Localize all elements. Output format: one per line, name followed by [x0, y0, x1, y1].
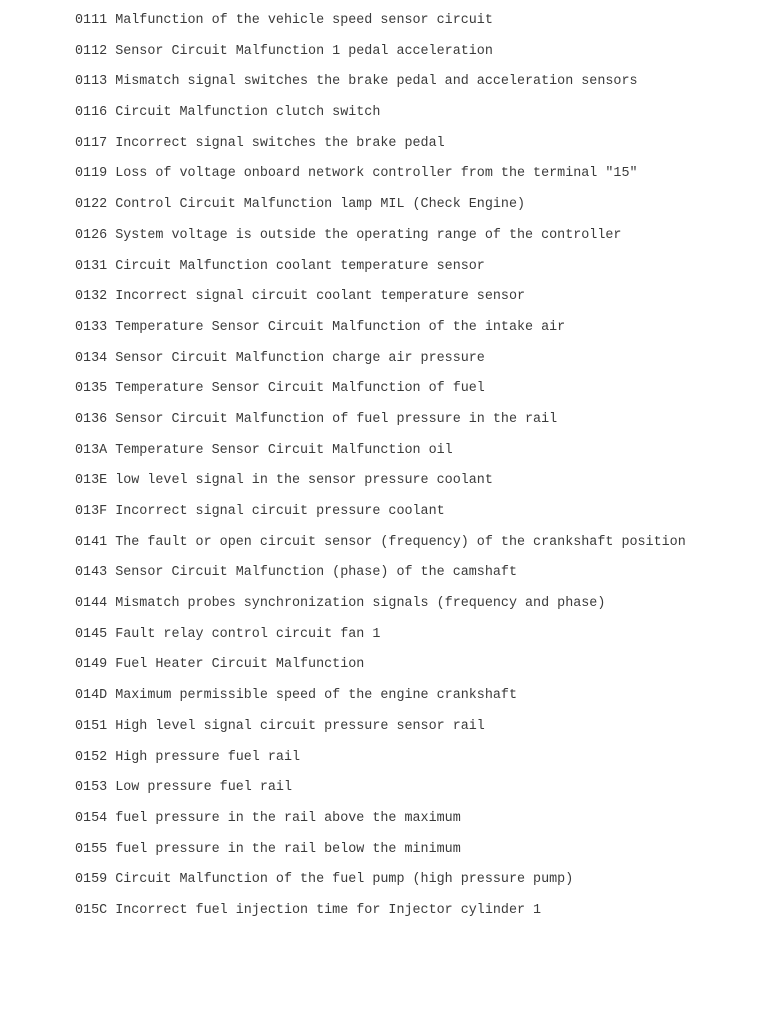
fault-description: Temperature Sensor Circuit Malfunction of the intake air	[115, 319, 566, 335]
fault-code-list	[75, 12, 755, 933]
fault-code: 0152	[75, 749, 108, 765]
fault-description: Loss of voltage onboard network controller from the terminal "15"	[115, 166, 638, 182]
fault-description: Temperature Sensor Circuit Malfunction oil	[115, 442, 453, 458]
list-item	[75, 902, 755, 933]
fault-description: fuel pressure in the rail above the maximum	[115, 810, 461, 826]
fault-code: 013E	[75, 473, 108, 489]
fault-description: Sensor Circuit Malfunction 1 pedal acceleration	[115, 43, 493, 59]
list-item	[75, 779, 755, 810]
list-item	[75, 104, 755, 135]
fault-description: Sensor Circuit Malfunction of fuel pressure in the rail	[115, 411, 558, 427]
fault-description: Control Circuit Malfunction lamp MIL (Check Engine)	[115, 197, 526, 213]
fault-code: 0145	[75, 626, 108, 642]
list-item	[75, 319, 755, 350]
list-item	[75, 43, 755, 74]
fault-description: Circuit Malfunction of the fuel pump (high pressure pump)	[115, 872, 574, 888]
list-item	[75, 687, 755, 718]
fault-description: Mismatch signal switches the brake pedal and acceleration sensors	[115, 74, 638, 90]
fault-description: Incorrect signal circuit pressure coolant	[115, 504, 445, 519]
fault-code: 0112	[75, 43, 108, 59]
list-item	[75, 380, 755, 411]
fault-code: 0136	[75, 411, 108, 427]
list-item	[75, 73, 755, 104]
list-item	[75, 442, 755, 473]
list-item	[75, 564, 755, 595]
fault-code: 0116	[75, 105, 108, 121]
fault-code: 013A	[75, 442, 108, 458]
fault-code: 0159	[75, 872, 108, 888]
fault-code: 013F	[75, 504, 108, 519]
fault-description: Fault relay control circuit fan 1	[115, 626, 381, 642]
fault-description: Circuit Malfunction clutch switch	[115, 105, 381, 121]
fault-code: 0119	[75, 166, 108, 182]
fault-description: Malfunction of the vehicle speed sensor circuit	[115, 13, 493, 28]
fault-description: fuel pressure in the rail below the minimum	[115, 841, 461, 857]
fault-description: Maximum permissible speed of the engine crankshaft	[115, 688, 517, 704]
list-item	[75, 288, 755, 319]
list-item	[75, 871, 755, 902]
list-item	[75, 749, 755, 780]
fault-description: Incorrect signal switches the brake pedal	[115, 135, 445, 151]
list-item	[75, 135, 755, 166]
fault-code: 0117	[75, 135, 108, 151]
fault-description: Circuit Malfunction coolant temperature sensor	[115, 258, 485, 274]
fault-description: Sensor Circuit Malfunction (phase) of the camshaft	[115, 565, 517, 581]
fault-description: Mismatch probes synchronization signals (frequency and phase)	[115, 596, 606, 612]
fault-code: 0131	[75, 258, 108, 274]
fault-description: Low pressure fuel rail	[115, 780, 292, 796]
fault-code: 0111	[75, 13, 108, 28]
fault-code: 014D	[75, 688, 108, 704]
list-item	[75, 472, 755, 503]
fault-code: 0153	[75, 780, 108, 796]
fault-description: System voltage is outside the operating range of the controller	[115, 227, 622, 243]
fault-description: Incorrect signal circuit coolant temperature sensor	[115, 289, 526, 305]
fault-code: 0122	[75, 197, 108, 213]
fault-code: 0155	[75, 841, 108, 857]
fault-description: Sensor Circuit Malfunction charge air pressure	[115, 350, 485, 366]
list-item	[75, 841, 755, 872]
list-item	[75, 196, 755, 227]
fault-code: 0113	[75, 74, 108, 90]
fault-description: Incorrect fuel injection time for Injector cylinder 1	[115, 902, 542, 918]
list-item	[75, 350, 755, 381]
list-item	[75, 12, 755, 43]
list-item	[75, 656, 755, 687]
list-item	[75, 810, 755, 841]
fault-description: The fault or open circuit sensor (frequency) of the crankshaft position	[115, 534, 686, 550]
fault-code: 0143	[75, 565, 108, 581]
fault-code: 0151	[75, 718, 108, 734]
fault-code: 0133	[75, 319, 108, 335]
fault-code: 0141	[75, 534, 108, 550]
fault-code: 0154	[75, 810, 108, 826]
fault-code: 0134	[75, 350, 108, 366]
fault-code: 0144	[75, 596, 108, 612]
fault-code: 0126	[75, 227, 108, 243]
fault-description: Fuel Heater Circuit Malfunction	[115, 657, 365, 673]
fault-description: High level signal circuit pressure sensor rail	[115, 718, 485, 734]
fault-code: 0135	[75, 381, 108, 397]
list-item	[75, 626, 755, 657]
fault-code: 0149	[75, 657, 108, 673]
fault-description: low level signal in the sensor pressure coolant	[115, 473, 493, 489]
list-item	[75, 595, 755, 626]
list-item	[75, 503, 755, 534]
list-item	[75, 165, 755, 196]
list-item	[75, 411, 755, 442]
fault-code: 0132	[75, 289, 108, 305]
fault-code: 015C	[75, 902, 108, 918]
list-item	[75, 227, 755, 258]
list-item	[75, 258, 755, 289]
fault-description: Temperature Sensor Circuit Malfunction of fuel	[115, 381, 485, 397]
list-item	[75, 534, 755, 565]
list-item	[75, 718, 755, 749]
fault-description: High pressure fuel rail	[115, 749, 301, 765]
